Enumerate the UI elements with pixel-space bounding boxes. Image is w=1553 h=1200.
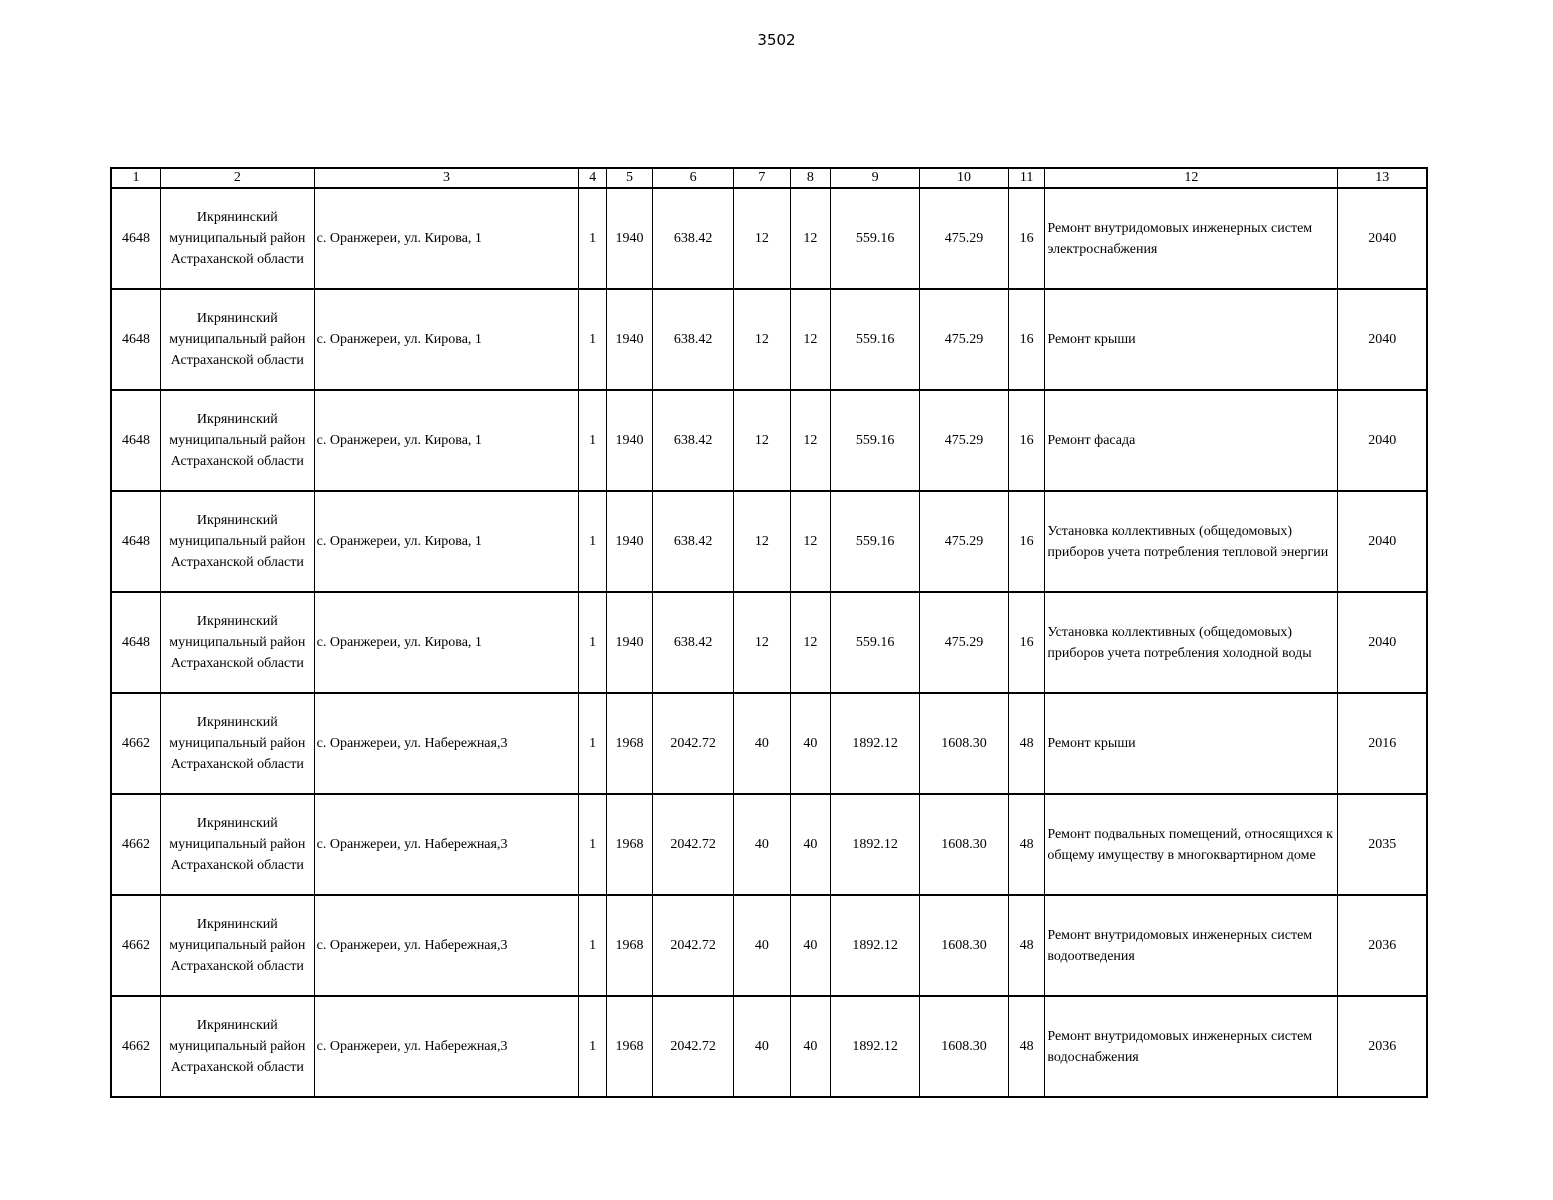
- cell-col-9-area: 559.16: [831, 491, 920, 592]
- cell-work-type: Ремонт внутридомовых инженерных систем электроснабжения: [1045, 188, 1338, 289]
- cell-col-7-value: 40: [734, 996, 791, 1097]
- cell-col-10-area: 475.29: [920, 491, 1009, 592]
- cell-municipality: Икрянинский муниципальный район Астраханской области: [161, 592, 315, 693]
- table-body: [111, 188, 1427, 1097]
- repair-schedule-table: [110, 167, 1428, 1098]
- cell-col-10-area: 475.29: [920, 592, 1009, 693]
- cell-build-year: 1940: [606, 188, 652, 289]
- column-header-6: 6: [653, 168, 734, 188]
- table-row: [111, 390, 1427, 491]
- cell-total-area: 2042.72: [653, 693, 734, 794]
- cell-total-area: 638.42: [653, 289, 734, 390]
- cell-total-area: 638.42: [653, 390, 734, 491]
- cell-work-type: Ремонт внутридомовых инженерных систем водоснабжения: [1045, 996, 1338, 1097]
- cell-address: с. Оранжереи, ул. Набережная,3: [314, 895, 579, 996]
- cell-planned-year: 2036: [1338, 895, 1427, 996]
- cell-record-id: 4648: [111, 390, 161, 491]
- cell-planned-year: 2040: [1338, 491, 1427, 592]
- cell-col-7-value: 12: [734, 390, 791, 491]
- cell-work-type: Ремонт внутридомовых инженерных систем водоотведения: [1045, 895, 1338, 996]
- column-header-10: 10: [920, 168, 1009, 188]
- cell-col-10-area: 475.29: [920, 289, 1009, 390]
- cell-col-8-value: 40: [790, 895, 830, 996]
- cell-col-9-area: 559.16: [831, 390, 920, 491]
- cell-col-9-area: 1892.12: [831, 693, 920, 794]
- cell-col-8-value: 40: [790, 693, 830, 794]
- cell-address: с. Оранжереи, ул. Набережная,3: [314, 693, 579, 794]
- cell-build-year: 1940: [606, 289, 652, 390]
- cell-build-year: 1940: [606, 592, 652, 693]
- cell-work-type: Ремонт подвальных помещений, относящихся к общему имуществу в многоквартирном доме: [1045, 794, 1338, 895]
- cell-col-10-area: 1608.30: [920, 895, 1009, 996]
- cell-address: с. Оранжереи, ул. Кирова, 1: [314, 491, 579, 592]
- page-number: 3502: [757, 31, 796, 49]
- cell-col-11-value: 48: [1008, 794, 1044, 895]
- cell-col-8-value: 12: [790, 491, 830, 592]
- cell-municipality: Икрянинский муниципальный район Астраханской области: [161, 188, 315, 289]
- cell-planned-year: 2040: [1338, 188, 1427, 289]
- cell-build-year: 1968: [606, 693, 652, 794]
- column-header-12: 12: [1045, 168, 1338, 188]
- table-row: [111, 996, 1427, 1097]
- cell-work-type: Установка коллективных (общедомовых) приборов учета потребления холодной воды: [1045, 592, 1338, 693]
- cell-record-id: 4662: [111, 895, 161, 996]
- cell-record-id: 4648: [111, 592, 161, 693]
- cell-build-year: 1940: [606, 390, 652, 491]
- cell-col-4-value: 1: [579, 794, 606, 895]
- cell-record-id: 4662: [111, 693, 161, 794]
- cell-col-11-value: 48: [1008, 895, 1044, 996]
- cell-col-7-value: 12: [734, 491, 791, 592]
- cell-work-type: Ремонт крыши: [1045, 693, 1338, 794]
- cell-col-7-value: 40: [734, 693, 791, 794]
- cell-planned-year: 2016: [1338, 693, 1427, 794]
- column-header-9: 9: [831, 168, 920, 188]
- cell-build-year: 1940: [606, 491, 652, 592]
- table-row: [111, 693, 1427, 794]
- column-header-2: 2: [161, 168, 315, 188]
- column-header-1: 1: [111, 168, 161, 188]
- cell-col-7-value: 12: [734, 289, 791, 390]
- cell-municipality: Икрянинский муниципальный район Астраханской области: [161, 491, 315, 592]
- cell-record-id: 4662: [111, 996, 161, 1097]
- cell-col-7-value: 12: [734, 592, 791, 693]
- table-row: [111, 289, 1427, 390]
- cell-col-7-value: 40: [734, 895, 791, 996]
- cell-col-8-value: 12: [790, 289, 830, 390]
- cell-build-year: 1968: [606, 996, 652, 1097]
- cell-col-8-value: 12: [790, 188, 830, 289]
- table-row: [111, 491, 1427, 592]
- cell-municipality: Икрянинский муниципальный район Астраханской области: [161, 996, 315, 1097]
- cell-col-7-value: 40: [734, 794, 791, 895]
- cell-record-id: 4648: [111, 188, 161, 289]
- cell-work-type: Ремонт фасада: [1045, 390, 1338, 491]
- cell-col-9-area: 1892.12: [831, 794, 920, 895]
- cell-address: с. Оранжереи, ул. Кирова, 1: [314, 592, 579, 693]
- cell-address: с. Оранжереи, ул. Кирова, 1: [314, 390, 579, 491]
- cell-planned-year: 2040: [1338, 592, 1427, 693]
- cell-municipality: Икрянинский муниципальный район Астраханской области: [161, 289, 315, 390]
- cell-total-area: 2042.72: [653, 895, 734, 996]
- cell-col-8-value: 40: [790, 996, 830, 1097]
- cell-col-7-value: 12: [734, 188, 791, 289]
- cell-col-4-value: 1: [579, 895, 606, 996]
- cell-col-11-value: 16: [1008, 592, 1044, 693]
- cell-work-type: Установка коллективных (общедомовых) приборов учета потребления тепловой энергии: [1045, 491, 1338, 592]
- cell-col-10-area: 475.29: [920, 390, 1009, 491]
- cell-col-9-area: 559.16: [831, 592, 920, 693]
- cell-col-8-value: 12: [790, 592, 830, 693]
- cell-col-9-area: 1892.12: [831, 895, 920, 996]
- cell-col-4-value: 1: [579, 289, 606, 390]
- cell-col-11-value: 16: [1008, 390, 1044, 491]
- cell-work-type: Ремонт крыши: [1045, 289, 1338, 390]
- table-row: [111, 188, 1427, 289]
- cell-municipality: Икрянинский муниципальный район Астраханской области: [161, 390, 315, 491]
- column-header-13: 13: [1338, 168, 1427, 188]
- cell-col-10-area: 1608.30: [920, 996, 1009, 1097]
- cell-address: с. Оранжереи, ул. Набережная,3: [314, 794, 579, 895]
- cell-record-id: 4662: [111, 794, 161, 895]
- cell-col-11-value: 16: [1008, 491, 1044, 592]
- column-header-4: 4: [579, 168, 606, 188]
- cell-municipality: Икрянинский муниципальный район Астраханской области: [161, 693, 315, 794]
- column-header-11: 11: [1008, 168, 1044, 188]
- cell-planned-year: 2040: [1338, 390, 1427, 491]
- cell-planned-year: 2035: [1338, 794, 1427, 895]
- cell-col-4-value: 1: [579, 996, 606, 1097]
- table-row: [111, 895, 1427, 996]
- cell-col-11-value: 48: [1008, 693, 1044, 794]
- table-row: [111, 592, 1427, 693]
- cell-address: с. Оранжереи, ул. Кирова, 1: [314, 289, 579, 390]
- cell-col-10-area: 475.29: [920, 188, 1009, 289]
- cell-record-id: 4648: [111, 491, 161, 592]
- cell-col-11-value: 48: [1008, 996, 1044, 1097]
- cell-address: с. Оранжереи, ул. Набережная,3: [314, 996, 579, 1097]
- cell-col-9-area: 559.16: [831, 289, 920, 390]
- cell-municipality: Икрянинский муниципальный район Астраханской области: [161, 895, 315, 996]
- cell-record-id: 4648: [111, 289, 161, 390]
- cell-total-area: 2042.72: [653, 996, 734, 1097]
- cell-col-4-value: 1: [579, 188, 606, 289]
- table-row: [111, 794, 1427, 895]
- header-row: [111, 168, 1427, 188]
- cell-total-area: 638.42: [653, 592, 734, 693]
- cell-col-4-value: 1: [579, 693, 606, 794]
- cell-col-10-area: 1608.30: [920, 794, 1009, 895]
- column-header-5: 5: [606, 168, 652, 188]
- cell-col-11-value: 16: [1008, 188, 1044, 289]
- cell-total-area: 638.42: [653, 188, 734, 289]
- column-header-3: 3: [314, 168, 579, 188]
- column-header-8: 8: [790, 168, 830, 188]
- cell-build-year: 1968: [606, 895, 652, 996]
- cell-col-9-area: 1892.12: [831, 996, 920, 1097]
- cell-col-10-area: 1608.30: [920, 693, 1009, 794]
- cell-col-4-value: 1: [579, 592, 606, 693]
- cell-build-year: 1968: [606, 794, 652, 895]
- cell-total-area: 638.42: [653, 491, 734, 592]
- column-header-7: 7: [734, 168, 791, 188]
- cell-col-8-value: 12: [790, 390, 830, 491]
- cell-col-4-value: 1: [579, 390, 606, 491]
- cell-municipality: Икрянинский муниципальный район Астраханской области: [161, 794, 315, 895]
- cell-col-4-value: 1: [579, 491, 606, 592]
- cell-address: с. Оранжереи, ул. Кирова, 1: [314, 188, 579, 289]
- cell-total-area: 2042.72: [653, 794, 734, 895]
- cell-col-8-value: 40: [790, 794, 830, 895]
- cell-planned-year: 2036: [1338, 996, 1427, 1097]
- cell-planned-year: 2040: [1338, 289, 1427, 390]
- cell-col-11-value: 16: [1008, 289, 1044, 390]
- cell-col-9-area: 559.16: [831, 188, 920, 289]
